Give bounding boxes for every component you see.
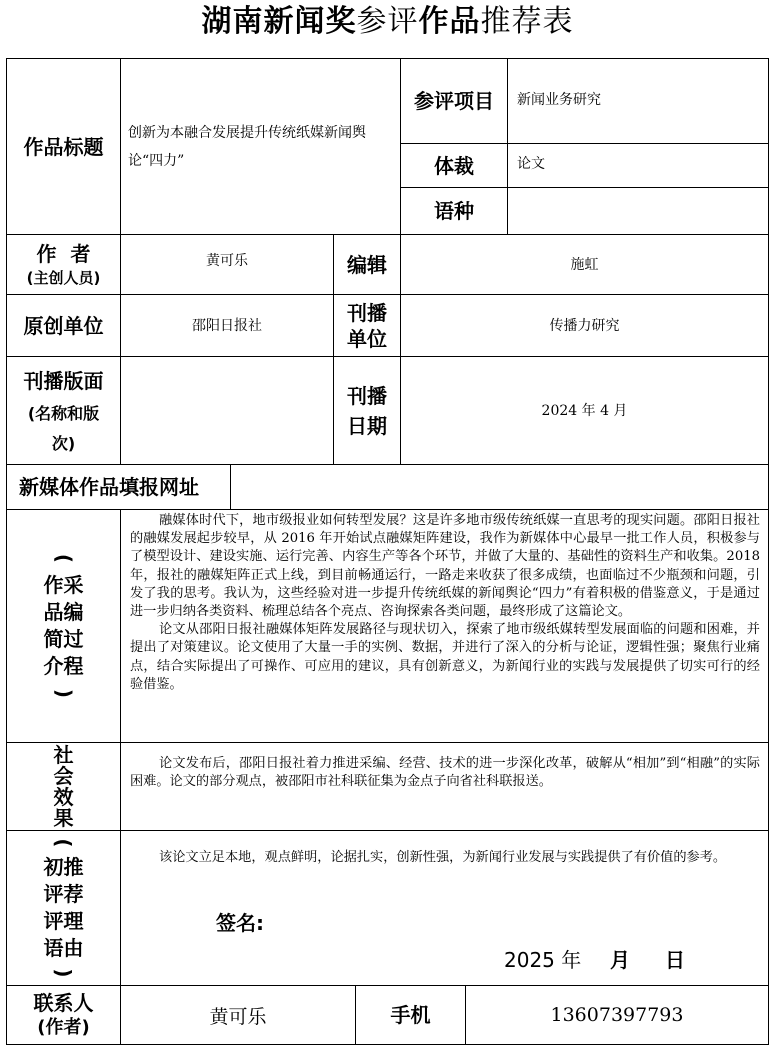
edition-label: 刊播版面 (名称和版 次) bbox=[23, 368, 104, 453]
author-value: 黄可乐 bbox=[206, 253, 248, 269]
process-paragraph: 论文从邵阳日报社融媒体矩阵发展路径与现状切入，探索了地市级纸媒转型发展面临的问题和困难，并提出了对策建议。论文使用了大量一手的实例、数据，并进行了深入的分析与论证，逻辑性强；聚焦行业痛点，结合实际提出了可操作、可应用的建议，具有创新意义，为新闻行业的实践与发展提供了切实可行的经验借鉴。 bbox=[130, 622, 760, 692]
edition-value bbox=[121, 357, 333, 464]
page-title: 湖南新闻奖参评作品推荐表 bbox=[201, 4, 574, 39]
phone-label: 手机 bbox=[390, 1003, 431, 1027]
effect-text: 论文发布后，邵阳日报社着力推进采编、经营、技术的进一步深化改革，破解从“相加”到“相融”的实际困难。论文的部分观点，被邵阳市社科联征集为金点子向省社科联报送。 bbox=[130, 756, 760, 790]
review-year: 2025 年 bbox=[504, 948, 582, 972]
signature-label: 签名: bbox=[216, 911, 264, 935]
process-text bbox=[130, 512, 760, 694]
review-label: ( 初推 评荐 评理 语由 ) bbox=[43, 838, 84, 978]
divider bbox=[120, 509, 121, 985]
category-value: 新闻业务研究 bbox=[517, 92, 601, 108]
editor-label: 编辑 bbox=[347, 252, 387, 277]
divider bbox=[230, 464, 231, 509]
editor-value: 施虹 bbox=[570, 256, 599, 273]
review-text: 该论文立足本地，观点鲜明，论据扎实，创新性强，为新闻行业发展与实践提供了有价值的参考。 bbox=[159, 850, 727, 865]
genre-value: 论文 bbox=[517, 156, 545, 172]
border-bottom bbox=[6, 1044, 769, 1045]
category-label: 参评项目 bbox=[414, 89, 494, 113]
date-label: 刊播 日期 bbox=[347, 383, 387, 438]
publisher-value: 传播力研究 bbox=[549, 317, 620, 334]
work-title-label: 作品标题 bbox=[23, 134, 104, 159]
author-label: 作 者 bbox=[36, 241, 91, 266]
publisher-label: 刊播 单位 bbox=[347, 300, 387, 351]
author-sub-label: (主创人员) bbox=[26, 268, 101, 287]
process-label: ( 作采 品编 简过 介程 ) bbox=[43, 553, 84, 699]
author-label-cell bbox=[7, 235, 120, 294]
contact-label: 联系人 (作者) bbox=[33, 991, 94, 1038]
origin-label: 原创单位 bbox=[23, 313, 104, 338]
border-right bbox=[768, 58, 769, 1045]
divider bbox=[507, 58, 508, 234]
language-label: 语种 bbox=[434, 199, 474, 223]
work-title-value: 创新为本融合发展提升传统纸媒新闻舆论“四力” bbox=[128, 124, 366, 169]
origin-value: 邵阳日报社 bbox=[192, 317, 262, 334]
date-value: 2024 年 4 月 bbox=[541, 402, 628, 419]
review-month: 月 bbox=[610, 948, 630, 972]
url-label: 新媒体作品填报网址 bbox=[19, 475, 199, 499]
genre-label: 体裁 bbox=[434, 153, 474, 178]
phone-value: 13607397793 bbox=[550, 1004, 684, 1026]
contact-name: 黄可乐 bbox=[209, 1005, 267, 1028]
review-day: 日 bbox=[665, 948, 685, 972]
process-paragraph: 融媒体时代下，地市级报业如何转型发展？这是许多地市级传统纸媒一直思考的现实问题。邵阳日报社的融媒发展起步较早，从 2016 年开始试点融媒矩阵建设，我作为新媒体中心最早一批工作人员，积极参与了模型设计、建设实施、运行完善、内容生产等各个环节，并做了大量的、基础性的资料生产和收集。2018 年，报社的融媒矩阵正式上线，到目前畅通运行，一路走来收获了很多成绩，也面临过不少瓶颈和问题，引发了我的思考。我认为，这些经验对进一步提升传统纸媒的新闻舆论“四力”有着积极的借鉴意义，于是通过进一步归纳各类资料、梳理总结各个亮点、咨询探索各类问题，最终形成了这篇论文。 bbox=[130, 513, 760, 620]
effect-label: 社 会 效 果 bbox=[53, 742, 74, 830]
